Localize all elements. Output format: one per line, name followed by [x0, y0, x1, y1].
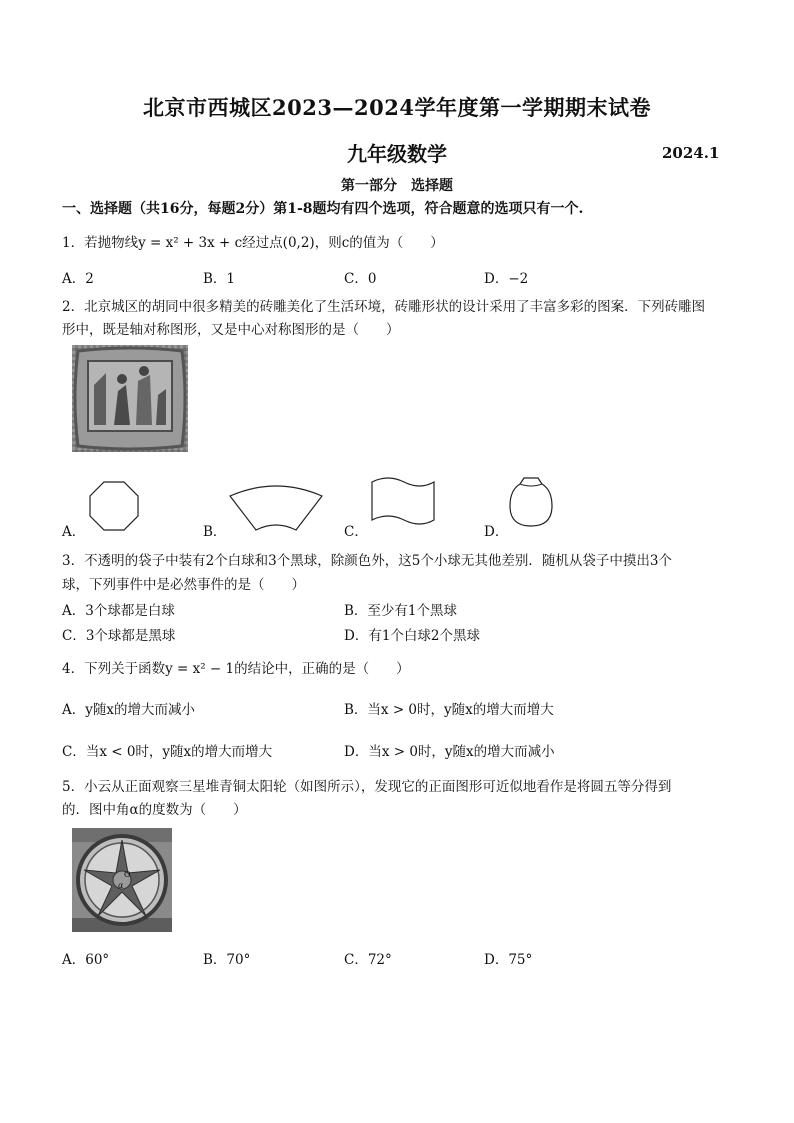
q3-stem-line2: 球，下列事件中是必然事件的是（ ）: [62, 577, 305, 593]
figure-label-alpha: α: [118, 881, 124, 890]
q5-option-b: B．70°: [203, 952, 251, 968]
q5-option-a: A．60°: [62, 952, 110, 968]
q3-option-d: D．有1个白球2个黑球: [344, 628, 481, 644]
q4-option-b: B．当x > 0时，y随x的增大而增大: [344, 702, 554, 718]
q2-option-a: A．: [62, 524, 86, 540]
sun-wheel-photo: [72, 828, 172, 932]
q2-stem-line1: 2．北京城区的胡同中很多精美的砖雕美化了生活环境，砖雕形状的设计采用了丰富多彩的图案．下列砖雕图: [62, 299, 706, 315]
q3-option-a: A．3个球都是白球: [62, 603, 175, 619]
q4-stem: 4．下列关于函数y = x² − 1的结论中，正确的是（ ）: [62, 661, 410, 677]
q4-option-a: A．y随x的增大而减小: [62, 702, 195, 718]
q1-option-a: A．2: [62, 271, 94, 287]
exam-title: 北京市西城区2023—2024学年度第一学期期末试卷: [143, 95, 651, 120]
q1-option-b: B．1: [203, 271, 236, 287]
section-heading: 一、选择题（共16分，每题2分）第1-8题均有四个选项，符合题意的选项只有一个.: [62, 201, 584, 217]
brick-carving-photo: [72, 345, 188, 452]
q4-option-c: C．当x < 0时，y随x的增大而增大: [62, 744, 273, 760]
octagon-shape-figure: [88, 480, 140, 532]
fan-shape-figure: [228, 484, 324, 534]
q5-option-d: D．75°: [484, 952, 533, 968]
q5-option-c: C．72°: [344, 952, 392, 968]
exam-subtitle: 九年级数学: [347, 142, 447, 166]
q2-option-d: D．: [484, 524, 509, 540]
part-heading: 第一部分 选择题: [341, 178, 453, 194]
q3-stem-line1: 3．不透明的袋子中装有2个白球和3个黑球，除颜色外，这5个小球无其他差别．随机从袋子中摸出3个: [62, 553, 672, 569]
q4-option-d: D．当x > 0时，y随x的增大而减小: [344, 744, 555, 760]
q3-option-c: C．3个球都是黑球: [62, 628, 176, 644]
exam-date: 2024.1: [662, 144, 720, 162]
q1-option-d: D．−2: [484, 271, 529, 287]
q2-stem-line2: 形中，既是轴对称图形，又是中心对称图形的是（ ）: [62, 322, 400, 338]
q1-option-c: C．0: [344, 271, 377, 287]
flag-shape-figure: [370, 474, 436, 530]
q2-option-b: B．: [203, 524, 227, 540]
q1-stem: 1．若抛物线y = x² + 3x + c经过点(0,2)，则c的值为（ ）: [62, 235, 444, 251]
figure-label-o: O: [124, 870, 131, 879]
q3-option-b: B．至少有1个黑球: [344, 603, 458, 619]
q5-stem-line2: 的．图中角α的度数为（ ）: [62, 802, 247, 818]
q2-option-c: C．: [344, 524, 368, 540]
vase-shape-figure: [508, 474, 554, 530]
q5-stem-line1: 5．小云从正面观察三星堆青铜太阳轮（如图所示），发现它的正面图形可近似地看作是将圆五等分得到: [62, 779, 672, 795]
